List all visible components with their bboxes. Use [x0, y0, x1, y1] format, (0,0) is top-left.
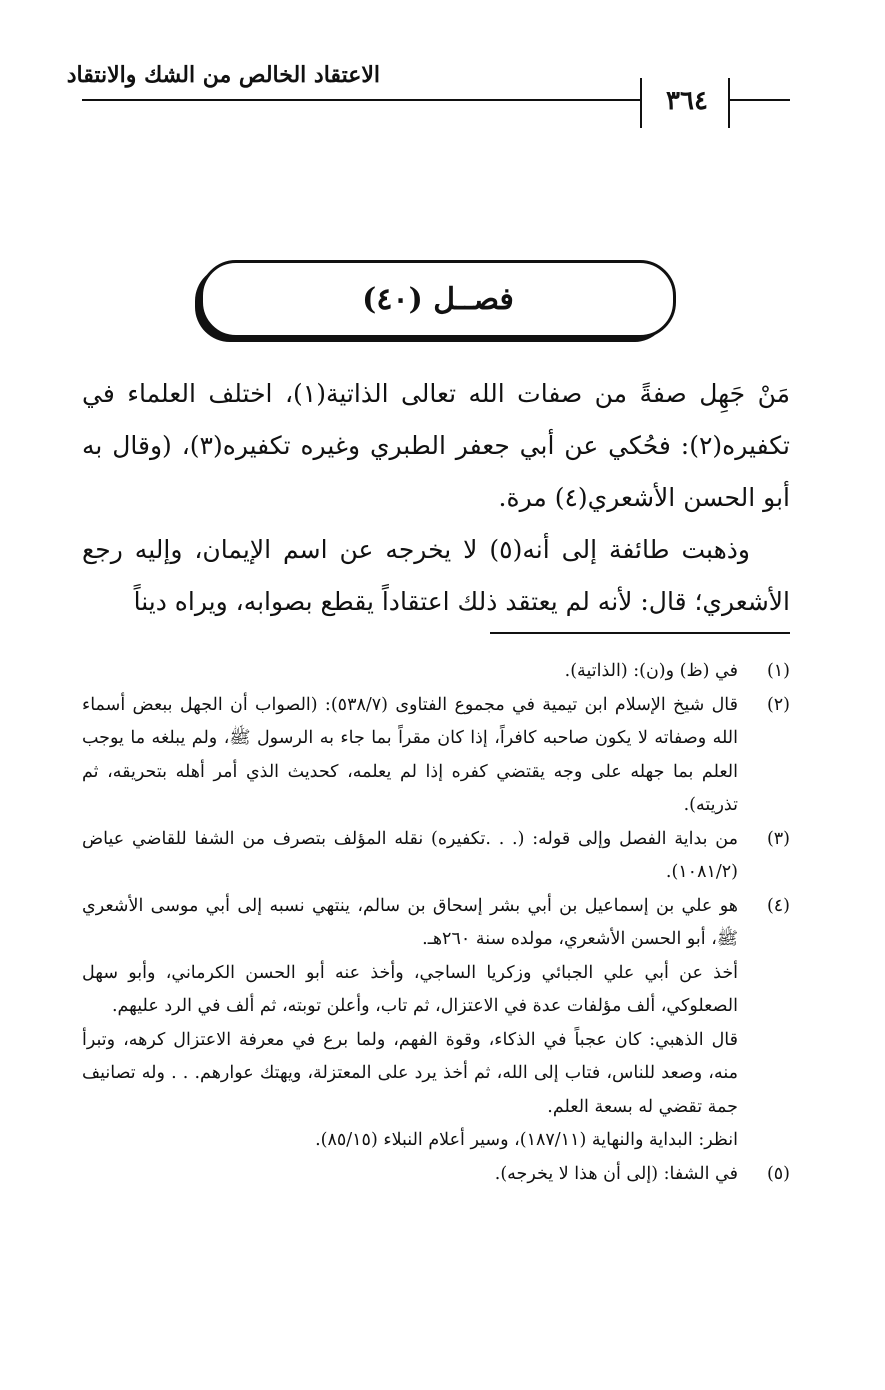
running-header-title: الاعتقاد الخالص من الشك والانتقاد — [66, 62, 380, 88]
chapter-banner — [200, 260, 676, 338]
footnotes — [82, 655, 790, 1191]
paragraph-1: مَنْ جَهِل صفةً من صفات الله تعالى الذاتية(١)، اختلف العلماء في تكفيره(٢): فحُكي عن أبي جعفر الطبري وغيره تكفيره(٣)، (وقال به أبو الحسن الأشعري(٤) مرة. — [82, 379, 791, 512]
header-tick-left — [640, 78, 642, 128]
footnote-number: (٤) — [766, 895, 790, 916]
footnote-number: (٢) — [766, 694, 790, 715]
footnote-3 — [82, 823, 790, 890]
footnote-number: (٣) — [766, 828, 790, 849]
main-text — [82, 368, 790, 628]
footnote-4 — [82, 890, 790, 957]
footnote-4-continuation: قال الذهبي: كان عجباً في الذكاء، وقوة الفهم، ولما برع في معرفة الاعتزال كرهه، وتبرأ منه، وصعد للناس، فتاب إلى الله، ثم أخذ يرد على المعتزلة، ويهتك عوارهم. . . وله تصانيف جمة تقضي له بسعة العلم. — [82, 1029, 738, 1117]
footnote-number: (٥) — [766, 1163, 790, 1184]
paragraph-2: وذهبت طائفة إلى أنه(٥) لا يخرجه عن اسم الإيمان، وإليه رجع الأشعري؛ قال: لأنه لم يعتقد ذلك اعتقاداً يقطع بصوابه، ويراه ديناً — [82, 535, 790, 616]
footnote-4-continuation: أخذ عن أبي علي الجبائي وزكريا الساجي، وأخذ عنه أبو الحسن الكرماني، وأبو سهل الصعلوكي، ألف مؤلفات عدة في الاعتزال، ثم تاب، وأعلن توبته، ثم ألف في الرد عليهم. — [82, 962, 738, 1016]
chapter-title: فصــل (٤٠) — [362, 281, 514, 317]
header-tick-right — [728, 78, 730, 128]
page-number: ٣٦٤ — [666, 86, 708, 116]
footnote-2 — [82, 689, 790, 823]
footnote-text: هو علي بن إسماعيل بن أبي بشر إسحاق بن سالم، ينتهي نسبه إلى أبي موسى الأشعري ﷺ، أبو الحسن الأشعري، مولده سنة ٢٦٠هـ. — [82, 895, 738, 949]
footnote-text: في (ظ) و(ن): (الذاتية). — [564, 661, 738, 681]
footnote-text: في الشفا: (إلى أن هذا لا يخرجه). — [494, 1163, 738, 1184]
header-rule-right — [730, 99, 790, 101]
footnote-number: (١) — [766, 661, 790, 681]
footnote-text: من بداية الفصل وإلى قوله: (. . .تكفيره) نقله المؤلف بتصرف من الشفا للقاضي عياض (١٠٨١/٢). — [82, 828, 738, 882]
footnote-text: قال شيخ الإسلام ابن تيمية في مجموع الفتاوى (٥٣٨/٧): (الصواب أن الجهل ببعض أسماء الله وصفاته لا يكون صاحبه كافراً، إذا كان مقراً بما جاء به الرسول ﷺ، ولم يبلغه ما يوجب العلم بما جهله على وجه يقتضي كفره إذا لم يعلمه، كحديث الذي أمر أهله بتحريقه، ثم تذريته). — [82, 694, 739, 815]
footnote-4-continuation: انظر: البداية والنهاية (١٨٧/١١)، وسير أعلام النبلاء (٨٥/١٥). — [315, 1130, 738, 1150]
footnote-separator — [490, 632, 790, 634]
header-rule — [82, 99, 642, 101]
footnote-1 — [82, 655, 790, 689]
footnote-5 — [82, 1158, 790, 1192]
